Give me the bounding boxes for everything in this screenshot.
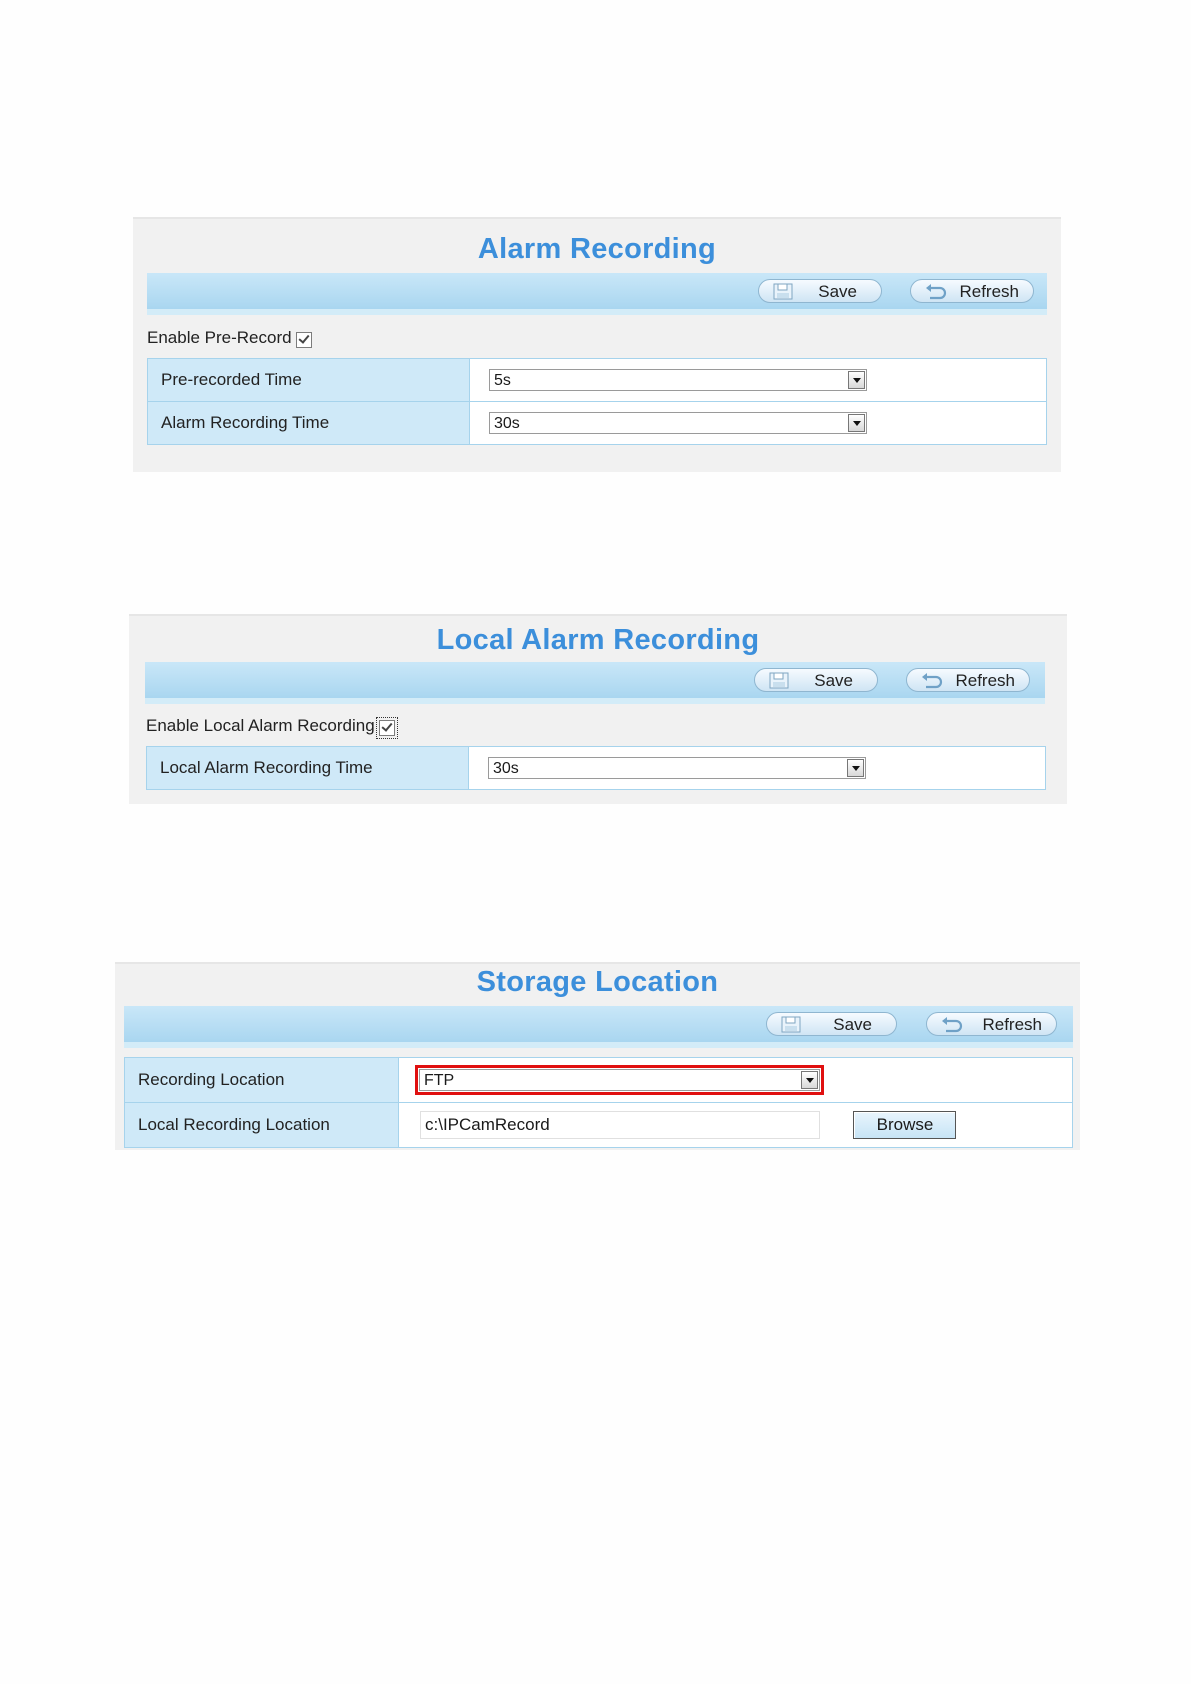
toolbar	[147, 273, 1047, 315]
enable-pre-record-label: Enable Pre-Record	[147, 328, 292, 347]
select-value: 30s	[493, 760, 519, 777]
toolbar	[124, 1006, 1073, 1048]
storage-settings-table	[124, 1057, 1073, 1148]
save-button[interactable]	[754, 668, 878, 692]
local-recording-location-cell	[399, 1103, 1073, 1148]
select-value: FTP	[424, 1072, 455, 1089]
local-alarm-recording-time-cell	[469, 747, 1046, 790]
panel-title: Alarm Recording	[477, 233, 717, 265]
enable-local-alarm-recording-label: Enable Local Alarm Recording	[146, 716, 375, 735]
refresh-arrow-icon	[925, 283, 947, 305]
refresh-button[interactable]	[910, 279, 1034, 303]
alarm-recording-panel	[133, 217, 1061, 472]
local-recording-location-label: Local Recording Location	[125, 1103, 399, 1148]
refresh-label: Refresh	[959, 282, 1019, 301]
local-alarm-recording-time-label: Local Alarm Recording Time	[147, 747, 469, 790]
pre-recorded-time-label: Pre-recorded Time	[148, 359, 470, 402]
table-row	[148, 359, 1047, 402]
alarm-recording-time-cell	[470, 402, 1047, 445]
recording-location-cell	[399, 1058, 1073, 1103]
alarm-recording-time-select[interactable]	[489, 412, 867, 434]
refresh-label: Refresh	[982, 1015, 1042, 1034]
table-row	[148, 402, 1047, 445]
save-disk-icon	[773, 283, 793, 305]
pre-recorded-time-select[interactable]	[489, 369, 867, 391]
browse-button[interactable]: Browse	[853, 1111, 956, 1139]
local-alarm-recording-panel	[129, 614, 1067, 804]
select-value: 5s	[494, 372, 511, 389]
save-label: Save	[833, 1015, 872, 1034]
refresh-button[interactable]	[926, 1012, 1057, 1036]
save-label: Save	[814, 671, 853, 690]
save-button[interactable]	[758, 279, 882, 303]
alarm-recording-time-label: Alarm Recording Time	[148, 402, 470, 445]
enable-local-alarm-recording-row	[146, 716, 395, 736]
recording-location-label: Recording Location	[125, 1058, 399, 1103]
table-row	[125, 1058, 1073, 1103]
refresh-label: Refresh	[955, 671, 1015, 690]
save-disk-icon	[781, 1016, 801, 1038]
recording-location-select[interactable]	[419, 1069, 820, 1091]
storage-location-panel	[115, 962, 1080, 1150]
local-recording-location-input[interactable]: c:\IPCamRecord	[420, 1111, 820, 1139]
save-disk-icon	[769, 672, 789, 694]
save-label: Save	[818, 282, 857, 301]
table-row	[125, 1103, 1073, 1148]
save-button[interactable]	[766, 1012, 897, 1036]
enable-local-alarm-recording-checkbox[interactable]	[379, 720, 395, 736]
recording-location-highlight	[415, 1065, 824, 1095]
alarm-settings-table	[147, 358, 1047, 445]
enable-pre-record-checkbox[interactable]	[296, 332, 312, 348]
refresh-button[interactable]	[906, 668, 1030, 692]
local-alarm-recording-time-select[interactable]	[488, 757, 866, 779]
refresh-arrow-icon	[941, 1016, 963, 1038]
chevron-down-icon[interactable]	[847, 759, 864, 777]
chevron-down-icon[interactable]	[848, 414, 865, 432]
pre-recorded-time-cell	[470, 359, 1047, 402]
local-alarm-settings-table	[146, 746, 1046, 790]
table-row	[147, 747, 1046, 790]
toolbar	[145, 662, 1045, 704]
enable-pre-record-row	[147, 328, 312, 348]
select-value: 30s	[494, 415, 520, 432]
chevron-down-icon[interactable]	[848, 371, 865, 389]
panel-title: Local Alarm Recording	[436, 624, 760, 656]
chevron-down-icon[interactable]	[801, 1071, 818, 1089]
panel-title: Storage Location	[476, 966, 719, 998]
refresh-arrow-icon	[921, 672, 943, 694]
